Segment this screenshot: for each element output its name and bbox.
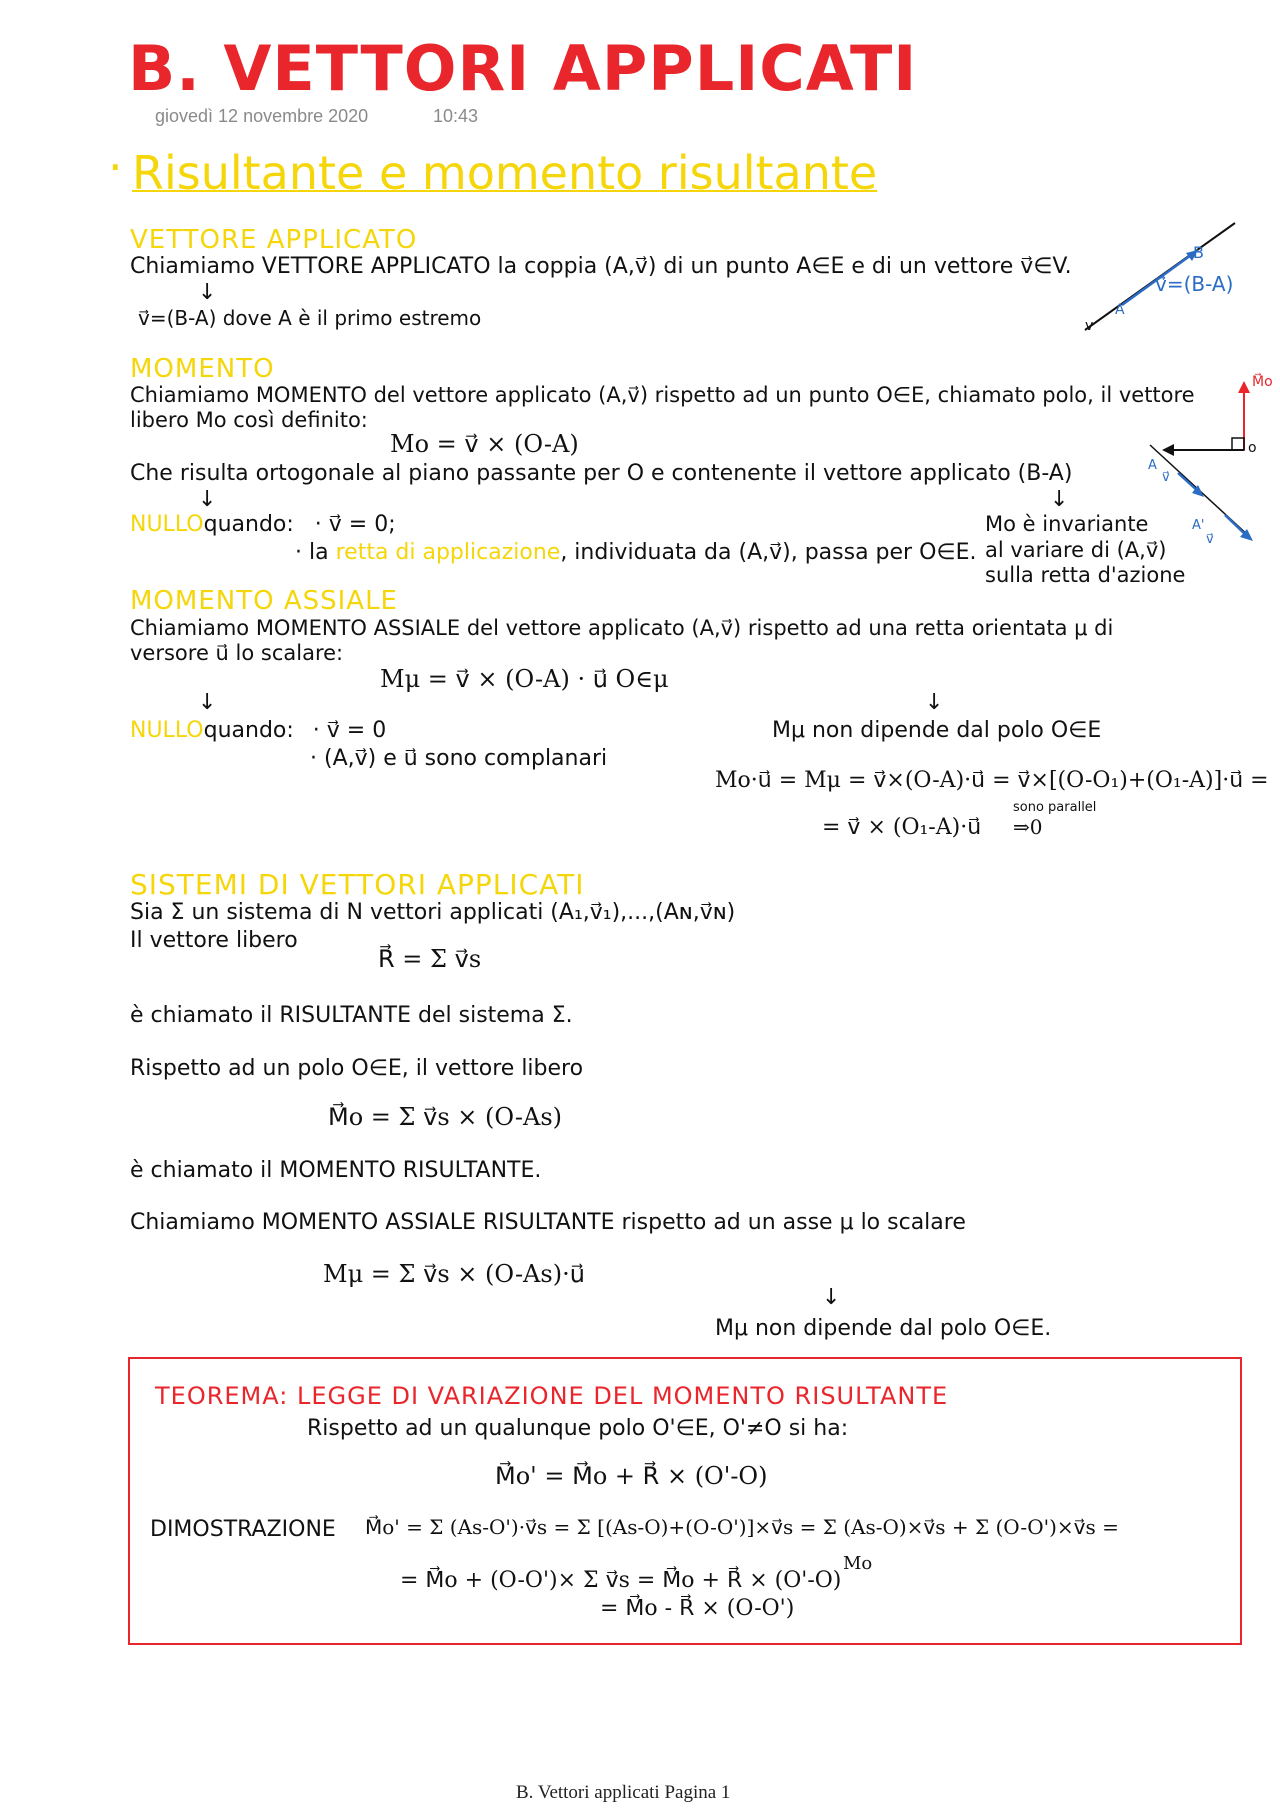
diagram1-label-a: A <box>1115 302 1125 318</box>
page-date: giovedì 12 novembre 2020 <box>155 106 369 126</box>
momento-assiale-derivation-1: Mo·u⃗ = Mμ = v⃗×(O-A)·u⃗ = v⃗×[(O-O₁)+(O₁-A)]·u⃗ = <box>715 768 1269 793</box>
arrow-down: ↓ <box>822 1285 841 1310</box>
theorem-heading: TEOREMA: LEGGE DI VARIAZIONE DEL MOMENTO RISULTANTE <box>155 1382 949 1410</box>
momento-assiale-nullo-cond2: · (A,v⃗) e u⃗ sono complanari <box>310 746 608 771</box>
page-time: 10:43 <box>433 106 479 126</box>
derivation-zero: ⇒0 <box>1013 815 1043 839</box>
dimostrazione-line-3: = M⃗o - R⃗ × (O-O') <box>600 1596 795 1621</box>
sistemi-line-1: Sia Σ un sistema di N vettori applicati (A₁,v⃗₁),...,(Aɴ,v⃗ɴ) <box>130 900 736 925</box>
sistemi-line-4: Rispetto ad un polo O∈E, il vettore libero <box>130 1056 584 1081</box>
momento-assiale-note: Mμ non dipende dal polo O∈E <box>772 718 1102 743</box>
nullo-quando: quando: <box>203 512 294 537</box>
theorem-formula: M⃗o' = M⃗o + R⃗ × (O'-O) <box>495 1462 768 1490</box>
nullo-word: NULLO <box>130 512 204 537</box>
theorem-line-1: Rispetto ad un qualunque polo O'∈E, O'≠O si ha: <box>307 1416 849 1441</box>
section-bullet: · <box>108 140 123 194</box>
dimostrazione-line-2: = M⃗o + (O-O')× Σ v⃗s = M⃗o + R⃗ × (O'-O) <box>400 1568 842 1593</box>
momento-assiale-definition-1: Chiamiamo MOMENTO ASSIALE del vettore applicato (A,v⃗) rispetto ad una retta orientata μ di <box>130 616 1114 640</box>
arrow-down: ↓ <box>198 487 217 512</box>
momento-formula: Mo = v⃗ × (O-A) <box>390 430 579 458</box>
momento-definition-1: Chiamiamo MOMENTO del vettore applicato (A,v⃗) rispetto ad un punto O∈E, chiamato polo, il vettore <box>130 383 1195 407</box>
arrow-down: ↓ <box>1050 487 1069 512</box>
diagram2-label-v: v⃗ <box>1162 470 1170 485</box>
arrow-down: ↓ <box>198 690 217 715</box>
sistemi-line-5: è chiamato il MOMENTO RISULTANTE. <box>130 1158 542 1183</box>
diagram1-label-v: v <box>1085 318 1094 334</box>
page-title: B. VETTORI APPLICATI <box>128 32 918 105</box>
diagram1-label-formula: v⃗=(B-A) <box>1155 272 1234 296</box>
arrow-down: ↓ <box>198 280 217 305</box>
sistemi-line-6: Chiamiamo MOMENTO ASSIALE RISULTANTE rispetto ad un asse μ lo scalare <box>130 1210 966 1235</box>
momento-assiale-nullo <box>130 718 386 743</box>
momento-assiale-definition-2: versore u⃗ lo scalare: <box>130 641 344 665</box>
diagram2-label-v2: v⃗ <box>1206 532 1214 547</box>
diagram2-label-a: A <box>1148 458 1157 473</box>
momento-assiale-derivation-2: = v⃗ × (O₁-A)·u⃗ <box>822 815 982 840</box>
nullo-word: NULLO <box>130 718 204 743</box>
page-footer: B. Vettori applicati Pagina 1 <box>516 1782 731 1803</box>
nullo-quando: quando: <box>203 718 294 743</box>
momento-nullo <box>130 512 396 537</box>
nullo-cond1: · v⃗ = 0 <box>312 718 387 743</box>
arrow-down: ↓ <box>925 690 944 715</box>
heading-vettore-applicato: VETTORE APPLICATO <box>130 225 418 255</box>
sistemi-formula-mo: M⃗o = Σ v⃗s × (O-As) <box>328 1103 563 1131</box>
momento-nullo-cond2 <box>295 540 976 565</box>
momento-invariant-1: Mo è invariante <box>985 512 1149 536</box>
momento-definition-2: libero Mo così definito: <box>130 408 368 432</box>
cond2-highlight: retta di applicazione <box>335 540 561 565</box>
nullo-cond1: · v⃗ = 0; <box>314 512 396 537</box>
sistemi-note: Mμ non dipende dal polo O∈E. <box>715 1316 1052 1341</box>
momento-assiale-formula: Mμ = v⃗ × (O-A) · u⃗ O∈μ <box>380 665 669 693</box>
heading-sistemi: SISTEMI DI VETTORI APPLICATI <box>130 868 585 901</box>
sistemi-formula-r: R⃗ = Σ v⃗s <box>378 945 482 973</box>
diagram2-label-a2: A' <box>1192 518 1205 533</box>
sistemi-formula-mu: Mμ = Σ v⃗s × (O-As)·u⃗ <box>323 1260 585 1288</box>
heading-momento: MOMENTO <box>130 354 275 384</box>
diagram1-label-b: B <box>1193 243 1204 262</box>
dimostrazione-label: DIMOSTRAZIONE <box>150 1517 336 1542</box>
diagram2-label-o: o <box>1248 440 1257 456</box>
sistemi-line-3: è chiamato il RISULTANTE del sistema Σ. <box>130 1003 573 1028</box>
sistemi-line-2: Il vettore libero <box>130 928 298 953</box>
vettore-applicato-definition: Chiamiamo VETTORE APPLICATO la coppia (A,v⃗) di un punto A∈E e di un vettore v⃗∈V. <box>130 254 1072 279</box>
cond2-pre: · la <box>295 540 329 565</box>
vettore-applicato-note: v⃗=(B-A) dove A è il primo estremo <box>138 306 482 330</box>
dimostrazione-brace-label: Mo <box>843 1553 873 1574</box>
derivation-note: sono parallel <box>1013 800 1097 815</box>
cond2-post: , individuata da (A,v⃗), passa per O∈E. <box>560 540 977 565</box>
momento-invariant-3: sulla retta d'azione <box>985 563 1186 587</box>
momento-invariant-2: al variare di (A,v⃗) <box>985 538 1167 562</box>
heading-momento-assiale: MOMENTO ASSIALE <box>130 586 398 616</box>
momento-orthogonal: Che risulta ortogonale al piano passante per O e contenente il vettore applicato (B-A) <box>130 461 1073 486</box>
dimostrazione-line-1: M⃗o' = Σ (As-O')·v⃗s = Σ [(As-O)+(O-O')]×v⃗s = Σ (As-O)×v⃗s + Σ (O-O')×v⃗s = <box>365 1515 1119 1539</box>
diagram2-label-mo: M⃗o <box>1252 374 1273 390</box>
section-title: Risultante e momento risultante <box>132 146 878 200</box>
